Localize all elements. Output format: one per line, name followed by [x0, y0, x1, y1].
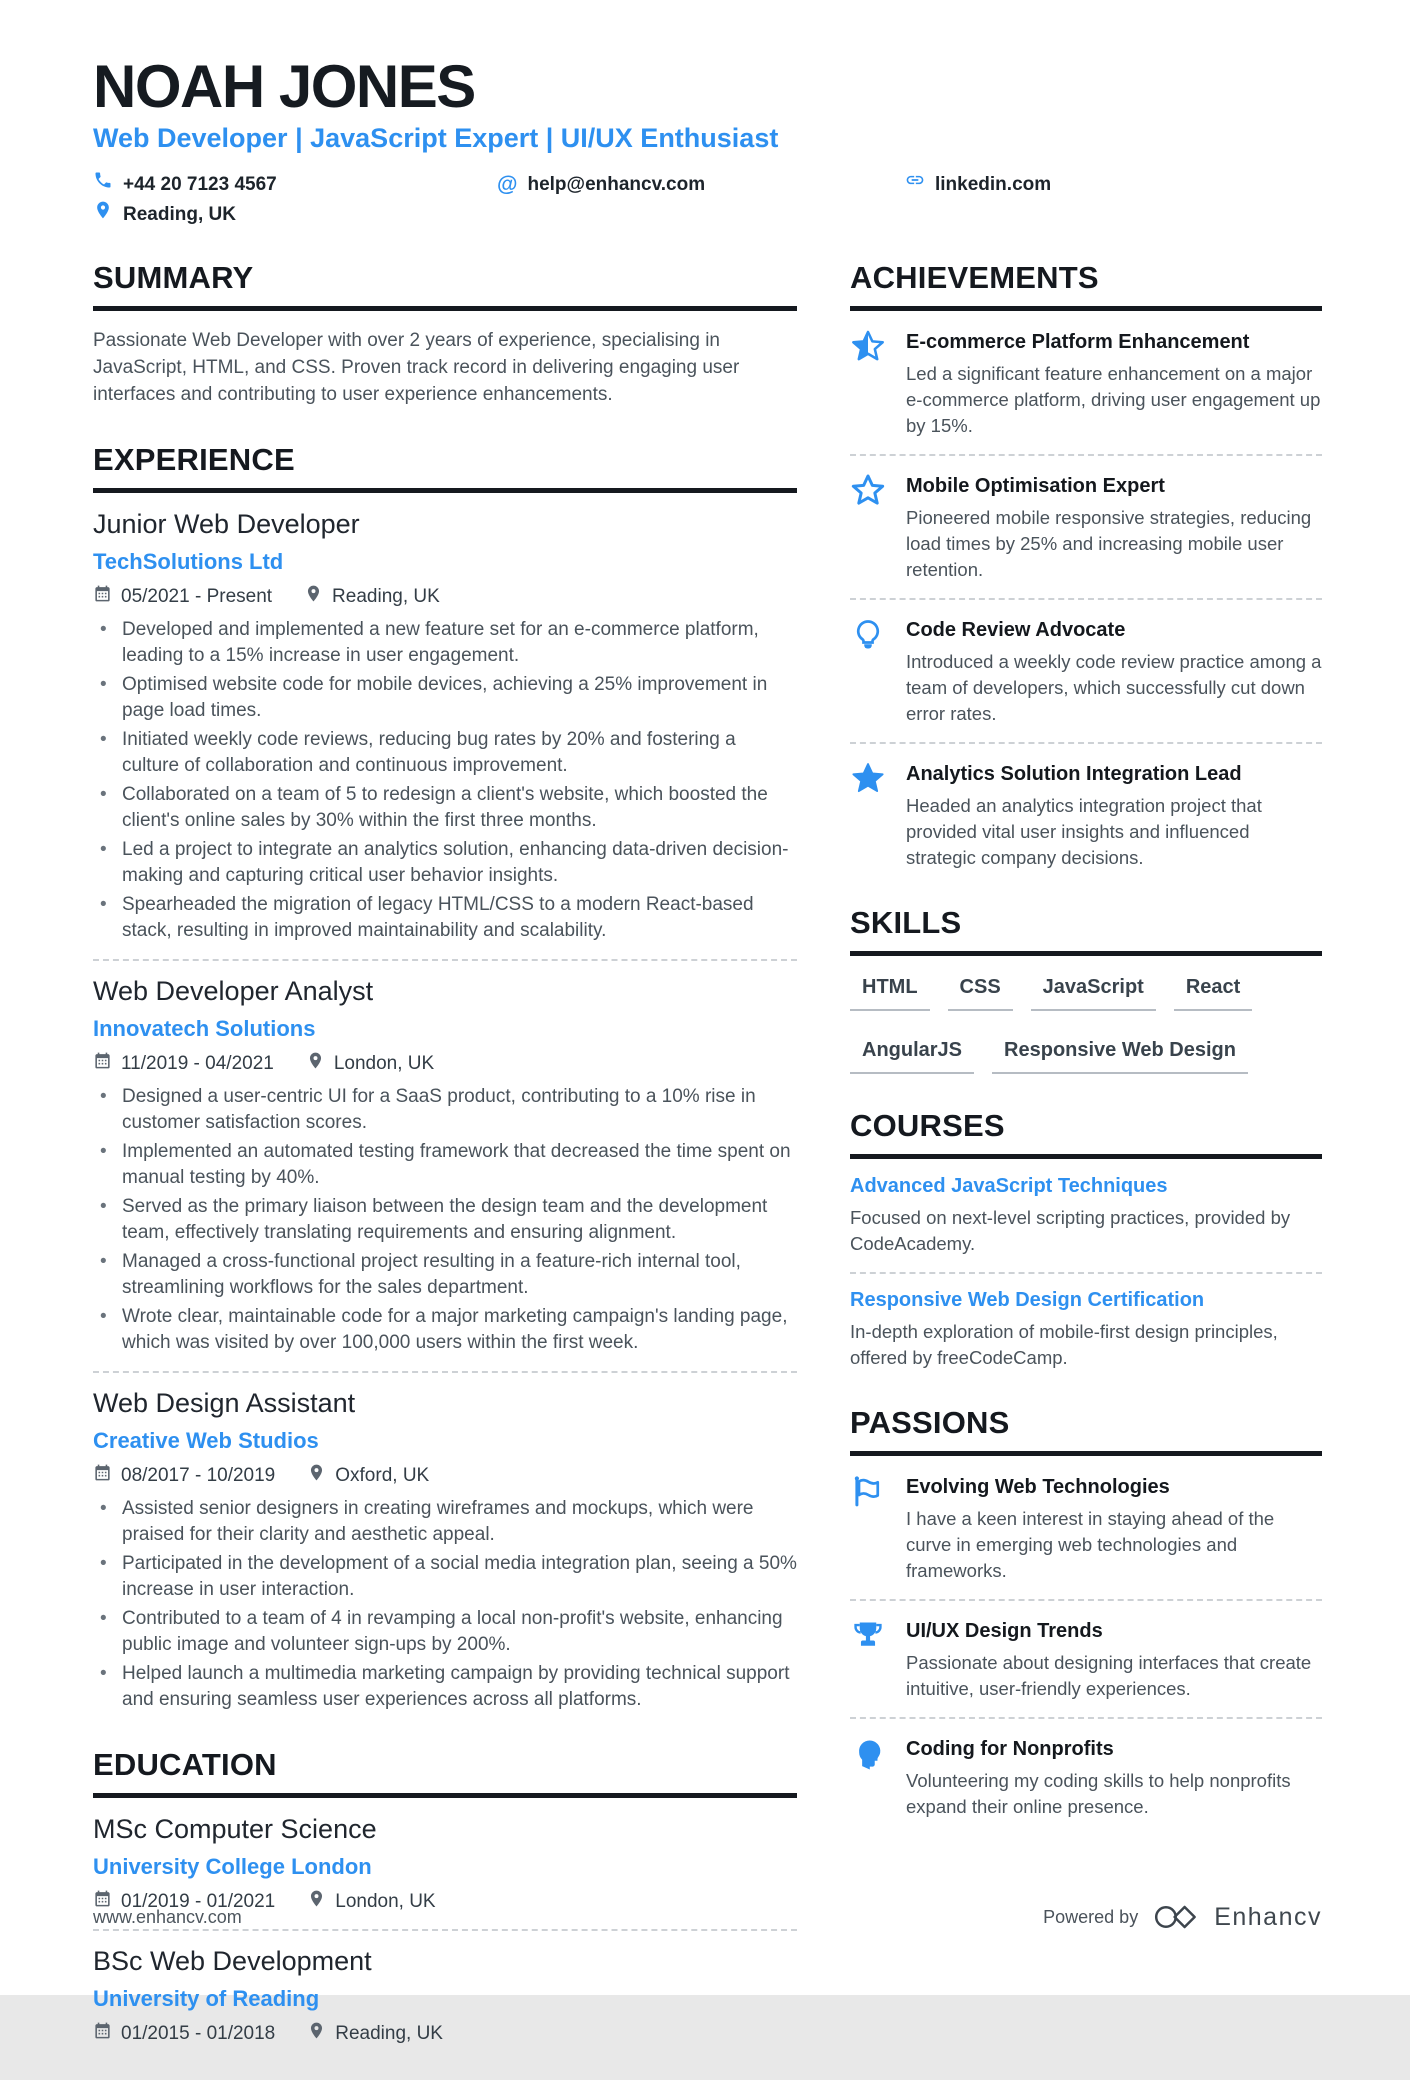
contact-location-text: Reading, UK	[123, 204, 236, 226]
education-dates-text: 01/2015 - 01/2018	[121, 2022, 276, 2044]
location-pin-icon	[304, 584, 323, 609]
bullet-point: • Developed and implemented a new feature set for an e-commerce platform, leading to a 15% increase in user engagement.	[93, 617, 797, 669]
calendar-icon	[93, 1051, 112, 1076]
achievement-item	[850, 759, 1322, 871]
divider	[850, 1717, 1322, 1719]
star-filled-icon	[850, 759, 886, 871]
contact-location	[93, 200, 1322, 230]
course-description: Focused on next-level scripting practices, provided by CodeAcademy.	[850, 1207, 1291, 1255]
skill-item: React	[1174, 976, 1252, 1011]
location-pin-icon	[306, 1051, 325, 1076]
bullet-point: • Contributed to a team of 4 in revamping a local non-profit's website, enhancing public image and volunteer sign-ups by 200%.	[93, 1606, 797, 1658]
job-meta	[93, 1463, 797, 1488]
half-star-icon	[850, 327, 886, 439]
achievement-description: Pioneered mobile responsive strategies, reducing load times by 25% and increasing mobile user retention.	[906, 507, 1312, 581]
trophy-icon	[850, 1616, 886, 1702]
calendar-icon	[93, 2021, 112, 2046]
passions-heading: PASSIONS	[850, 1405, 1322, 1456]
passion-title: Coding for Nonprofits	[906, 1738, 1114, 1761]
summary-text: Passionate Web Developer with over 2 years of experience, specialising in JavaScript, HTML, and CSS. Proven track record in delivering engaging user interfaces and contributing to user experience enhancements.	[93, 330, 740, 406]
bullet-point: • Designed a user-centric UI for a SaaS product, contributing to a 10% rise in customer satisfaction scores.	[93, 1084, 797, 1136]
job-dates	[93, 1051, 274, 1076]
achievement-item	[850, 615, 1322, 727]
passion-title: Evolving Web Technologies	[906, 1476, 1170, 1499]
summary-section	[93, 260, 797, 408]
degree-title: BSc Web Development	[93, 1946, 372, 1977]
job-meta	[93, 584, 797, 609]
head-icon	[850, 1734, 886, 1820]
education-heading: EDUCATION	[93, 1747, 797, 1798]
contact-linkedin-text: linkedin.com	[935, 174, 1052, 196]
contact-phone-text: +44 20 7123 4567	[123, 174, 277, 196]
bullet-point: • Helped launch a multimedia marketing campaign by providing technical support and ensuring seamless user experiences across all platforms.	[93, 1661, 797, 1713]
bullet-point: • Participated in the development of a social media integration plan, seeing a 50% increase in user interaction.	[93, 1551, 797, 1603]
company-name: Innovatech Solutions	[93, 1016, 316, 1042]
passion-item	[850, 1734, 1322, 1820]
right-column	[850, 260, 1322, 2080]
course-item	[850, 1175, 1322, 1257]
job-bullets	[93, 1496, 797, 1713]
education-section	[93, 1747, 797, 2046]
divider	[850, 1599, 1322, 1601]
powered-by-label: Powered by	[1043, 1906, 1139, 1927]
bullet-point: • Managed a cross-functional project resulting in a feature-rich internal tool, streamlining workflows for the sales department.	[93, 1249, 797, 1301]
company-name: Creative Web Studios	[93, 1428, 319, 1454]
skills-heading: SKILLS	[850, 905, 1322, 956]
company-name: TechSolutions Ltd	[93, 549, 284, 575]
achievement-title: E-commerce Platform Enhancement	[906, 331, 1250, 354]
brand-wordmark: Enhancv	[1214, 1902, 1322, 1931]
bullet-point: • Collaborated on a team of 5 to redesign a client's website, which boosted the client's online sales by 30% within the first three months.	[93, 782, 797, 834]
job-dates-text: 08/2017 - 10/2019	[121, 1464, 276, 1486]
job-title: Web Developer Analyst	[93, 976, 374, 1007]
passion-item	[850, 1616, 1322, 1702]
achievement-item	[850, 471, 1322, 583]
experience-entry	[93, 509, 797, 944]
left-column	[93, 260, 797, 2080]
person-title: Web Developer | JavaScript Expert | UI/UX Enthusiast	[93, 123, 779, 154]
education-entry	[93, 1814, 797, 1914]
experience-section	[93, 442, 797, 1713]
achievement-description: Led a significant feature enhancement on a major e-commerce platform, driving user engagement up by 15%.	[906, 363, 1321, 437]
degree-title: MSc Computer Science	[93, 1814, 377, 1845]
passion-description: Volunteering my coding skills to help nonprofits expand their online presence.	[906, 1770, 1291, 1818]
job-bullets	[93, 1084, 797, 1356]
contact-linkedin[interactable]	[905, 170, 1322, 200]
location-pin-icon	[93, 200, 113, 230]
passion-title: UI/UX Design Trends	[906, 1620, 1103, 1643]
job-meta	[93, 1051, 797, 1076]
job-location	[307, 1463, 429, 1488]
contact-row	[93, 170, 1322, 200]
job-location-text: Reading, UK	[332, 585, 440, 607]
contact-email-text: help@enhancv.com	[527, 174, 706, 196]
bullet-point: • Implemented an automated testing framework that decreased the time spent on manual testing by 40%.	[93, 1139, 797, 1191]
at-icon: @	[497, 173, 518, 197]
bullet-point: • Initiated weekly code reviews, reducing bug rates by 20% and fostering a culture of collaboration and continuous improvement.	[93, 727, 797, 779]
passions-section	[850, 1405, 1322, 1820]
divider	[93, 959, 797, 961]
phone-icon	[93, 170, 113, 200]
summary-heading: SUMMARY	[93, 260, 797, 311]
education-dates	[93, 2021, 275, 2046]
achievements-heading: ACHIEVEMENTS	[850, 260, 1322, 311]
page-footer	[0, 1901, 1410, 1933]
divider	[850, 1272, 1322, 1274]
job-bullets	[93, 617, 797, 944]
school-name: University of Reading	[93, 1986, 320, 2012]
person-name: NOAH JONES	[93, 53, 475, 120]
achievement-description: Headed an analytics integration project that provided vital user insights and influenced strategic company decisions.	[906, 795, 1262, 869]
bullet-point: • Served as the primary liaison between the design team and the development team, effectively translating requirements and ensuring alignment.	[93, 1194, 797, 1246]
job-title: Web Design Assistant	[93, 1388, 356, 1419]
divider	[850, 742, 1322, 744]
bullet-point: • Led a project to integrate an analytics solution, enhancing data-driven decision-making and capturing critical user behavior insights.	[93, 837, 797, 889]
bullet-point: • Assisted senior designers in creating wireframes and mockups, which were praised for their clarity and aesthetic appeal.	[93, 1496, 797, 1548]
achievement-title: Mobile Optimisation Expert	[906, 475, 1165, 498]
flag-icon	[850, 1472, 886, 1584]
job-dates	[93, 1463, 275, 1488]
job-title: Junior Web Developer	[93, 509, 360, 540]
education-dates-text: 01/2019 - 01/2021	[121, 1890, 276, 1912]
calendar-icon	[93, 1463, 112, 1488]
course-item	[850, 1289, 1322, 1371]
powered-by	[1043, 1901, 1322, 1933]
courses-heading: COURSES	[850, 1108, 1322, 1159]
bullet-point: • Wrote clear, maintainable code for a major marketing campaign's landing page, which was visited by over 100,000 users within the first week.	[93, 1304, 797, 1356]
link-icon	[905, 170, 925, 200]
skill-item: HTML	[850, 976, 930, 1011]
lightbulb-icon	[850, 615, 886, 727]
skill-item: JavaScript	[1031, 976, 1156, 1011]
skill-item: CSS	[948, 976, 1013, 1011]
skill-item: Responsive Web Design	[992, 1039, 1248, 1074]
course-description: In-depth exploration of mobile-first design principles, offered by freeCodeCamp.	[850, 1321, 1278, 1369]
passion-item	[850, 1472, 1322, 1584]
skill-list	[850, 972, 1322, 1074]
job-location	[306, 1051, 434, 1076]
divider	[93, 1371, 797, 1373]
job-location-text: London, UK	[333, 1052, 435, 1074]
passion-description: I have a keen interest in staying ahead of the curve in emerging web technologies and frameworks.	[906, 1508, 1275, 1582]
skill-item: AngularJS	[850, 1039, 974, 1074]
school-name: University College London	[93, 1854, 372, 1880]
location-pin-icon	[307, 1463, 326, 1488]
resume-body	[0, 230, 1410, 2080]
education-entry	[93, 1946, 797, 2046]
course-title: Responsive Web Design Certification	[850, 1289, 1205, 1312]
bullet-point: • Optimised website code for mobile devices, achieving a 25% improvement in page load times.	[93, 672, 797, 724]
footer-site-url[interactable]: www.enhancv.com	[93, 1906, 242, 1927]
courses-section	[850, 1108, 1322, 1371]
job-dates-text: 11/2019 - 04/2021	[121, 1052, 274, 1074]
education-location-text: London, UK	[335, 1890, 436, 1912]
contact-phone[interactable]	[93, 170, 497, 200]
resume-header	[0, 0, 1410, 230]
star-outline-icon	[850, 471, 886, 583]
enhancv-logo-icon	[1154, 1901, 1198, 1933]
achievement-title: Code Review Advocate	[906, 619, 1126, 642]
divider	[850, 598, 1322, 600]
job-location	[304, 584, 440, 609]
education-meta	[93, 2021, 797, 2046]
education-location	[307, 2021, 443, 2046]
achievement-description: Introduced a weekly code review practice among a team of developers, which successfully cut down error rates.	[906, 651, 1322, 725]
education-location-text: Reading, UK	[335, 2022, 443, 2044]
contact-email[interactable]	[497, 170, 905, 200]
achievement-title: Analytics Solution Integration Lead	[906, 763, 1242, 786]
achievement-item	[850, 327, 1322, 439]
experience-entry	[93, 1388, 797, 1713]
divider	[850, 454, 1322, 456]
job-dates	[93, 584, 272, 609]
passion-description: Passionate about designing interfaces that create intuitive, user-friendly experiences.	[906, 1652, 1312, 1700]
experience-heading: EXPERIENCE	[93, 442, 797, 493]
bullet-point: • Spearheaded the migration of legacy HTML/CSS to a modern React-based stack, resulting in improved maintainability and scalability.	[93, 892, 797, 944]
location-pin-icon	[307, 2021, 326, 2046]
skills-section	[850, 905, 1322, 1074]
job-location-text: Oxford, UK	[335, 1464, 430, 1486]
calendar-icon	[93, 584, 112, 609]
experience-entry	[93, 976, 797, 1356]
achievements-section	[850, 260, 1322, 871]
course-title: Advanced JavaScript Techniques	[850, 1175, 1168, 1198]
job-dates-text: 05/2021 - Present	[121, 585, 273, 607]
